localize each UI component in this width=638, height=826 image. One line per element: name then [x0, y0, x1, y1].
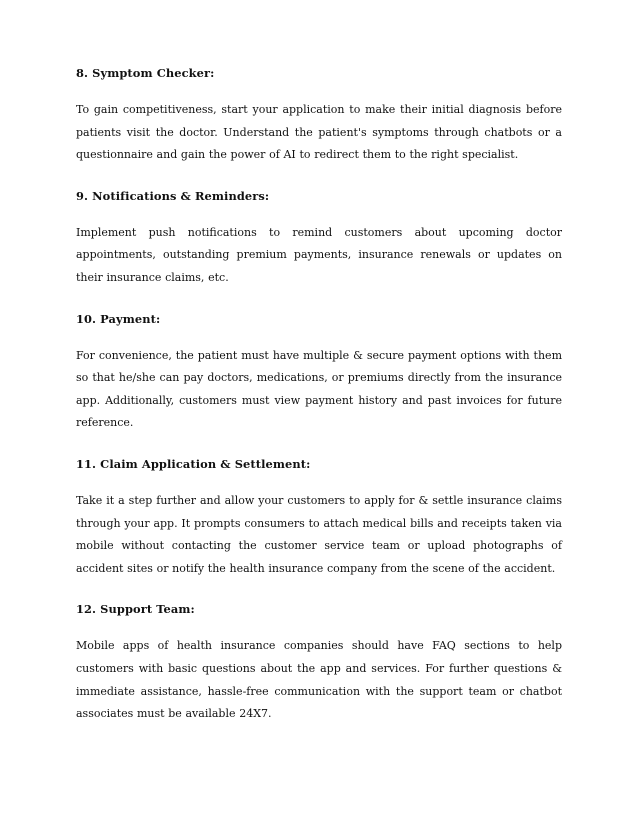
section-paragraph: To gain competitiveness, start your application to make their initial diagnosis before patients visit the doctor. Understand the patient's symptoms through chatbots or a questionnaire and gain the power of AI to redirect them to the right specialist.	[76, 103, 562, 162]
section-paragraph: Take it a step further and allow your customers to apply for & settle insurance claims through your app. It prompts consumers to attach medical bills and receipts taken via mobile without contacting the customer service team or upload photographs of accident sites or notify the health insurance company from the scene of the accident.	[76, 493, 562, 575]
section-payment	[76, 310, 562, 435]
section-support-team	[76, 600, 562, 725]
section-notifications-reminders	[76, 187, 562, 290]
section-heading: 8. Symptom Checker:	[76, 66, 215, 80]
section-heading: 10. Payment:	[76, 311, 161, 326]
section-heading: 12. Support Team:	[76, 602, 195, 617]
document-page	[76, 64, 562, 746]
section-heading: 9. Notifications & Reminders:	[76, 188, 270, 203]
section-paragraph: Implement push notifications to remind customers about upcoming doctor appointments, outstanding premium payments, insurance renewals or updates on their insurance claims, etc.	[76, 225, 562, 284]
section-symptom-checker	[76, 64, 562, 167]
section-heading: 11. Claim Application & Settlement:	[76, 456, 311, 471]
section-paragraph: Mobile apps of health insurance companies should have FAQ sections to help customers with basic questions about the app and services. For further questions & immediate assistance, hassle-free communication with the support team or chatbot associates must be available 24X7.	[76, 639, 562, 721]
section-paragraph: For convenience, the patient must have multiple & secure payment options with them so that he/she can pay doctors, medications, or premiums directly from the insurance app. Additionally, customers must view payment history and past invoices for future reference.	[76, 348, 562, 430]
section-claim-application-settlement	[76, 455, 562, 580]
